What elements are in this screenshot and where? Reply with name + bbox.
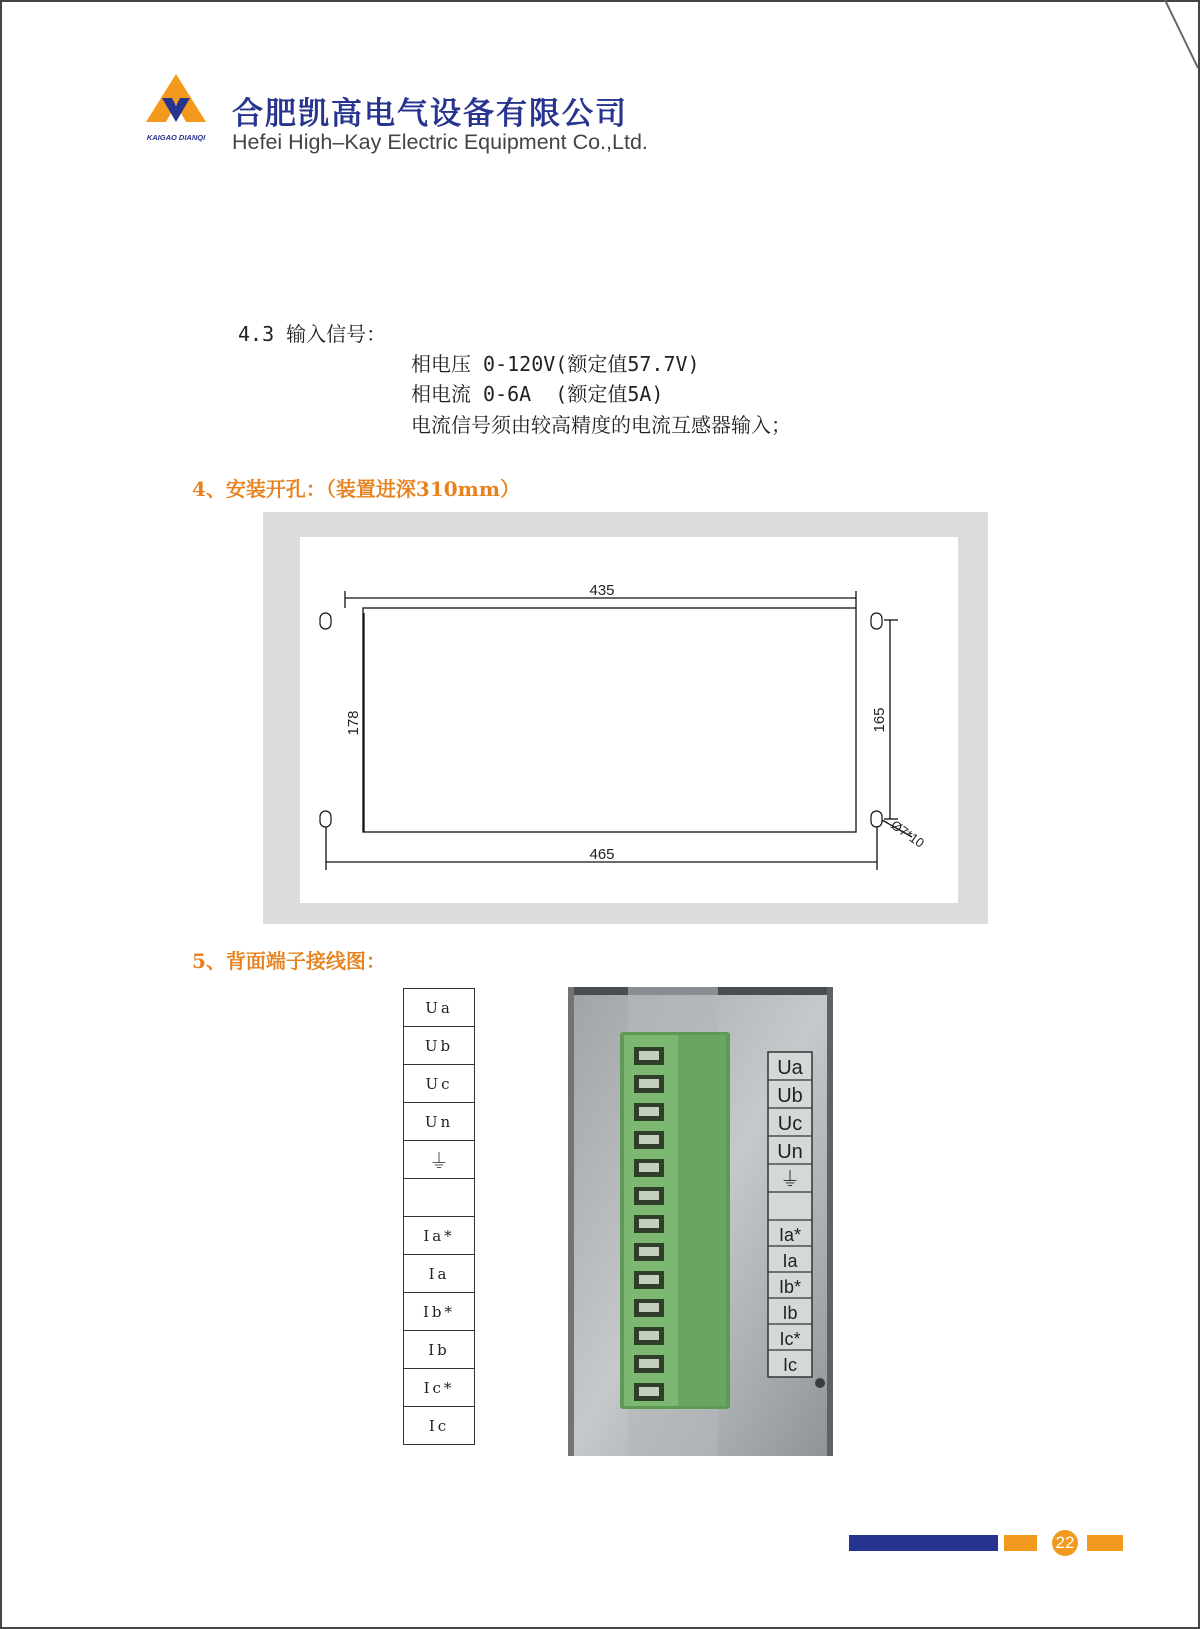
photo-label: Ib* <box>778 1277 802 1297</box>
dim-left-label: 178 <box>345 710 362 736</box>
table-row <box>404 1293 475 1331</box>
logo-text: KAIGAO DIANQI <box>146 133 206 142</box>
photo-label: Un <box>777 1141 803 1163</box>
ground-cell <box>404 1141 475 1179</box>
hole-bottom-left <box>320 811 331 827</box>
terminal-cell: Ia <box>404 1255 475 1293</box>
footer-bar-orange-right <box>1087 1535 1123 1551</box>
company-logo <box>140 74 212 144</box>
table-row <box>404 1065 475 1103</box>
photo-label: Ub <box>777 1085 803 1107</box>
company-name-cn: 合肥凯高电气设备有限公司 <box>232 96 628 132</box>
table-row <box>404 1179 475 1217</box>
input-signal-line-3: 电流信号须由较高精度的电流互感器输入； <box>411 413 791 437</box>
hole-top-left <box>320 613 331 629</box>
photo-label: Ib <box>782 1303 798 1323</box>
terminal-cell-empty <box>404 1179 475 1217</box>
terminal-cell: Ib <box>404 1331 475 1369</box>
hole-bottom-right <box>871 811 882 827</box>
input-signal-line-2: 相电流 0-6A (额定值5A) <box>411 382 664 406</box>
photo-label: Ic <box>782 1355 798 1375</box>
footer-bar-navy <box>849 1535 998 1551</box>
photo-label: Ic* <box>779 1329 801 1349</box>
photo-label: Ia <box>782 1251 798 1271</box>
photo-ground-icon: ⏚ <box>780 1169 800 1191</box>
ground-icon: ⏚ <box>429 1149 449 1173</box>
photo-label: Uc <box>777 1113 803 1135</box>
table-row <box>404 1407 475 1445</box>
cutout-drawing <box>300 537 958 903</box>
dim-right-label: 165 <box>871 707 888 733</box>
terminal-cell: Ia* <box>404 1217 475 1255</box>
terminal-cell: Ib* <box>404 1293 475 1331</box>
input-signal-line-1: 相电压 0-120V(额定值57.7V) <box>411 352 700 376</box>
terminal-cell: Uc <box>404 1065 475 1103</box>
terminal-cell: Ua <box>404 989 475 1027</box>
photo-label: Ua <box>777 1057 803 1079</box>
section-4-heading: 4、安装开孔：（装置进深310mm） <box>192 477 520 501</box>
terminal-cell: Ic* <box>404 1369 475 1407</box>
table-row <box>404 1141 475 1179</box>
hole-top-right <box>871 613 882 629</box>
terminal-cell: Ic <box>404 1407 475 1445</box>
table-row <box>404 1331 475 1369</box>
table-row <box>404 1255 475 1293</box>
page-corner-fold <box>1160 0 1200 70</box>
terminal-cell: Ub <box>404 1027 475 1065</box>
table-row <box>404 989 475 1027</box>
company-name-en: Hefei High–Kay Electric Equipment Co.,Ltd. <box>232 130 648 154</box>
cutout-rectangle <box>363 608 856 832</box>
table-row <box>404 1103 475 1141</box>
dim-bottom-label: 465 <box>589 846 615 863</box>
section-5-heading: 5、背面端子接线图： <box>192 949 386 973</box>
terminal-cell: Un <box>404 1103 475 1141</box>
hole-size-label: Ø7*10 <box>888 817 928 851</box>
terminal-block-photo <box>568 987 833 1456</box>
footer-bar-orange-left <box>1004 1535 1037 1551</box>
input-signal-title: 4.3 输入信号： <box>238 322 387 346</box>
table-row <box>404 1369 475 1407</box>
dim-top-label: 435 <box>589 582 615 599</box>
table-row <box>404 1217 475 1255</box>
table-row <box>404 1027 475 1065</box>
photo-label: Ia* <box>778 1225 802 1245</box>
page-number: 22 <box>1052 1530 1078 1556</box>
terminal-table <box>403 988 475 1445</box>
